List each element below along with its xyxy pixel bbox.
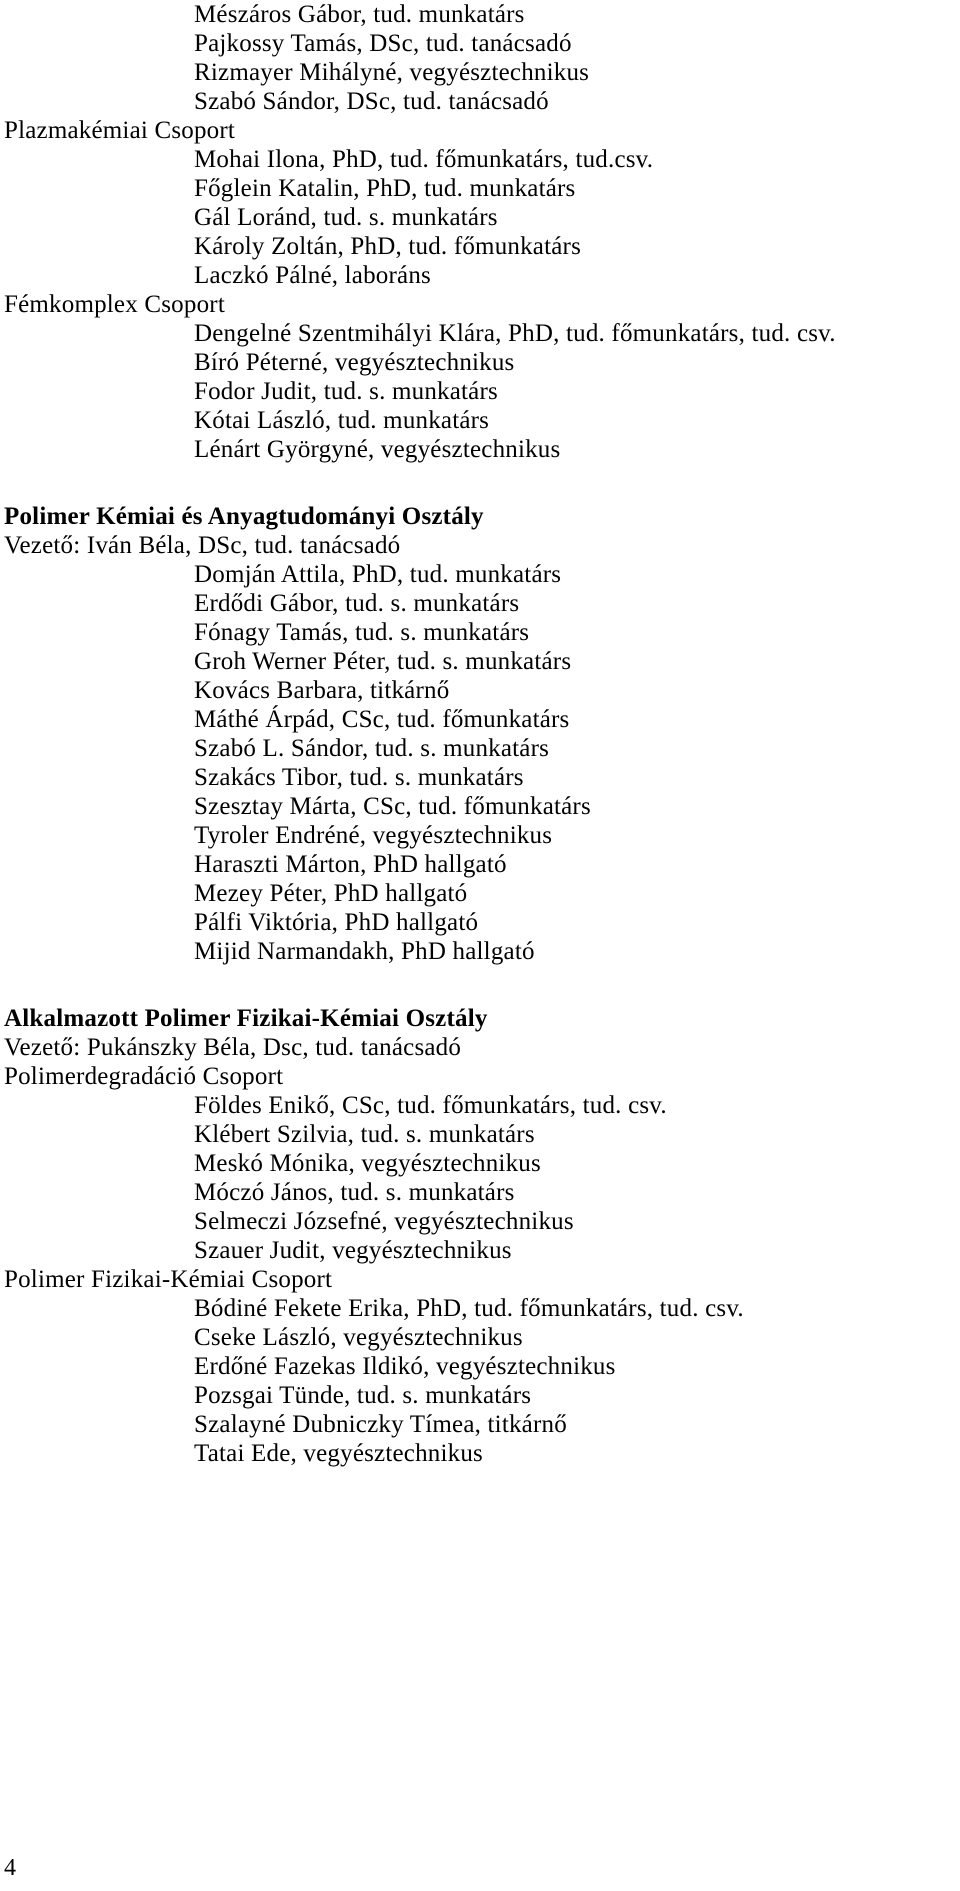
staff-entry: Szauer Judit, vegyésztechnikus <box>194 1237 512 1264</box>
staff-entry: Szalayné Dubniczky Tímea, titkárnő <box>194 1411 567 1438</box>
staff-entry: Erdődi Gábor, tud. s. munkatárs <box>194 590 520 617</box>
group-heading: Polimerdegradáció Csoport <box>4 1063 284 1090</box>
department-title: Polimer Kémiai és Anyagtudományi Osztály <box>4 503 484 530</box>
staff-entry: Tyroler Endréné, vegyésztechnikus <box>194 822 553 849</box>
staff-entry: Pajkossy Tamás, DSc, tud. tanácsadó <box>194 30 572 57</box>
staff-entry: Szabó L. Sándor, tud. s. munkatárs <box>194 735 550 762</box>
staff-entry: Szakács Tibor, tud. s. munkatárs <box>194 764 524 791</box>
staff-entry: Kovács Barbara, titkárnő <box>194 677 450 704</box>
staff-entry: Erdőné Fazekas Ildikó, vegyésztechnikus <box>194 1353 616 1380</box>
staff-entry: Rizmayer Mihályné, vegyésztechnikus <box>194 59 590 86</box>
staff-entry: Fodor Judit, tud. s. munkatárs <box>194 378 498 405</box>
staff-entry: Mijid Narmandakh, PhD hallgató <box>194 938 535 965</box>
staff-entry: Kótai László, tud. munkatárs <box>194 407 490 434</box>
staff-entry: Földes Enikő, CSc, tud. főmunkatárs, tud. csv. <box>194 1092 667 1119</box>
group-heading: Fémkomplex Csoport <box>4 291 225 318</box>
staff-entry: Cseke László, vegyésztechnikus <box>194 1324 523 1351</box>
staff-entry: Bódiné Fekete Erika, PhD, tud. főmunkatárs, tud. csv. <box>194 1295 744 1322</box>
staff-entry: Selmeczi Józsefné, vegyésztechnikus <box>194 1208 574 1235</box>
staff-entry: Lénárt Györgyné, vegyésztechnikus <box>194 436 561 463</box>
staff-entry: Meskó Mónika, vegyésztechnikus <box>194 1150 541 1177</box>
group-heading: Polimer Fizikai-Kémiai Csoport <box>4 1266 333 1293</box>
staff-entry: Bíró Péterné, vegyésztechnikus <box>194 349 515 376</box>
staff-entry: Károly Zoltán, PhD, tud. főmunkatárs <box>194 233 581 260</box>
page-number: 4 <box>4 1855 17 1881</box>
staff-entry: Domján Attila, PhD, tud. munkatárs <box>194 561 562 588</box>
staff-entry: Móczó János, tud. s. munkatárs <box>194 1179 515 1206</box>
staff-entry: Tatai Ede, vegyésztechnikus <box>194 1440 483 1467</box>
group-heading: Plazmakémiai Csoport <box>4 117 236 144</box>
staff-entry: Szabó Sándor, DSc, tud. tanácsadó <box>194 88 549 115</box>
staff-entry: Laczkó Pálné, laboráns <box>194 262 431 289</box>
staff-entry: Groh Werner Péter, tud. s. munkatárs <box>194 648 572 675</box>
staff-entry: Dengelné Szentmihályi Klára, PhD, tud. főmunkatárs, tud. csv. <box>194 320 836 347</box>
staff-entry: Mészáros Gábor, tud. munkatárs <box>194 1 525 28</box>
staff-entry: Máthé Árpád, CSc, tud. főmunkatárs <box>194 706 570 733</box>
staff-entry: Főglein Katalin, PhD, tud. munkatárs <box>194 175 576 202</box>
department-title: Alkalmazott Polimer Fizikai-Kémiai Osztály <box>4 1005 488 1032</box>
staff-entry: Pozsgai Tünde, tud. s. munkatárs <box>194 1382 532 1409</box>
department-leader: Vezető: Pukánszky Béla, Dsc, tud. tanácsadó <box>4 1034 462 1061</box>
department-leader: Vezető: Iván Béla, DSc, tud. tanácsadó <box>4 532 401 559</box>
staff-entry: Haraszti Márton, PhD hallgató <box>194 851 507 878</box>
staff-entry: Szesztay Márta, CSc, tud. főmunkatárs <box>194 793 591 820</box>
staff-entry: Klébert Szilvia, tud. s. munkatárs <box>194 1121 535 1148</box>
staff-entry: Mezey Péter, PhD hallgató <box>194 880 468 907</box>
staff-entry: Fónagy Tamás, tud. s. munkatárs <box>194 619 530 646</box>
staff-entry: Pálfi Viktória, PhD hallgató <box>194 909 479 936</box>
staff-entry: Gál Loránd, tud. s. munkatárs <box>194 204 498 231</box>
staff-entry: Mohai Ilona, PhD, tud. főmunkatárs, tud.csv. <box>194 146 654 173</box>
